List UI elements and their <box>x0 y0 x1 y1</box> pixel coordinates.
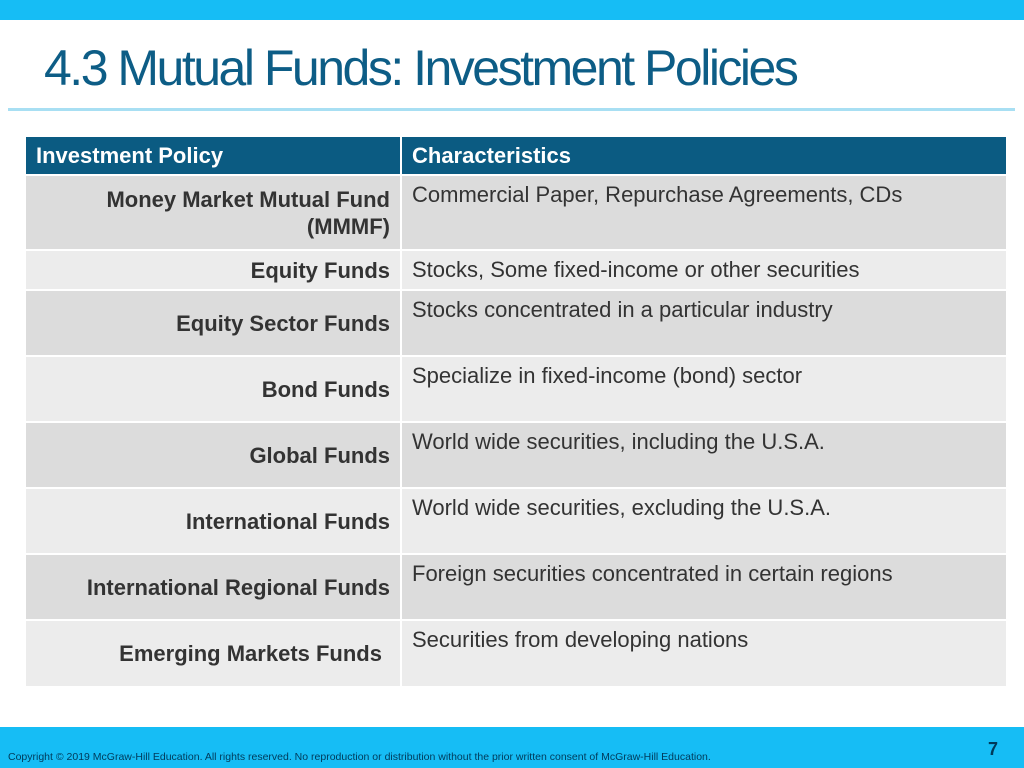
policy-cell: Equity Sector Funds <box>26 290 401 356</box>
title-divider <box>8 108 1015 111</box>
characteristics-cell: Specialize in fixed-income (bond) sector <box>401 356 1006 422</box>
characteristics-cell: Securities from developing nations <box>401 620 1006 686</box>
top-accent-bar <box>0 0 1024 20</box>
policy-cell: International Regional Funds <box>26 554 401 620</box>
characteristics-cell: Commercial Paper, Repurchase Agreements, CDs <box>401 175 1006 250</box>
policy-cell: Equity Funds <box>26 250 401 290</box>
characteristics-cell: Stocks concentrated in a particular industry <box>401 290 1006 356</box>
policy-cell: Bond Funds <box>26 356 401 422</box>
policy-cell: International Funds <box>26 488 401 554</box>
copyright-notice: Copyright © 2019 McGraw-Hill Education. All rights reserved. No reproduction or distribution without the prior written consent of McGraw-Hill Education. <box>8 751 711 763</box>
characteristics-cell: Foreign securities concentrated in certain regions <box>401 554 1006 620</box>
table-header-row <box>26 137 1006 175</box>
investment-policy-table <box>26 137 1006 686</box>
page-number: 7 <box>987 739 998 759</box>
table-row <box>26 290 1006 356</box>
policy-cell: Emerging Markets Funds <box>26 620 401 686</box>
characteristics-cell: Stocks, Some fixed-income or other securities <box>401 250 1006 290</box>
header-investment-policy: Investment Policy <box>26 137 401 175</box>
policy-cell: Money Market Mutual Fund (MMMF) <box>26 175 401 250</box>
slide-title: 4.3 Mutual Funds: Investment Policies <box>44 40 797 96</box>
policy-cell: Global Funds <box>26 422 401 488</box>
table-row <box>26 422 1006 488</box>
table-row <box>26 554 1006 620</box>
table-row <box>26 356 1006 422</box>
table-row <box>26 620 1006 686</box>
table-row <box>26 250 1006 290</box>
table-row <box>26 175 1006 250</box>
header-characteristics: Characteristics <box>401 137 1006 175</box>
table-row <box>26 488 1006 554</box>
characteristics-cell: World wide securities, including the U.S.A. <box>401 422 1006 488</box>
characteristics-cell: World wide securities, excluding the U.S.A. <box>401 488 1006 554</box>
